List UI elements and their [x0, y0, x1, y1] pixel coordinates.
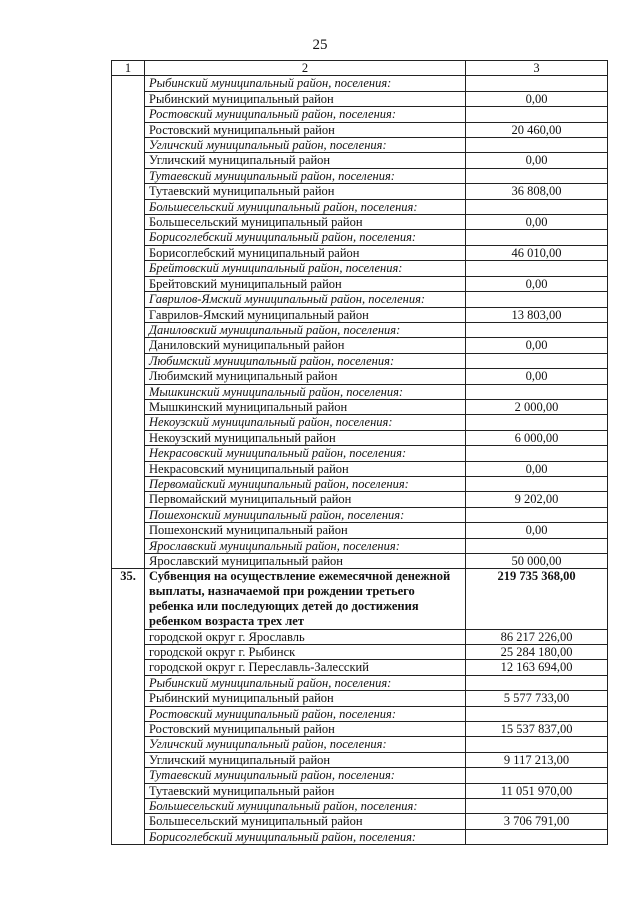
district-name: Рыбинский муниципальный район [145, 691, 466, 706]
subsidy-title: Субвенция на осуществление ежемесячной денежной выплаты, назначаемой при рождении третьего ребенка или последующих детей до достижения ребенком возраста трех лет [145, 569, 466, 629]
district-name: городской округ г. Рыбинск [145, 645, 466, 660]
subheading-row [112, 107, 608, 122]
amount-cell: 0,00 [466, 369, 608, 384]
amount-cell: 5 577 733,00 [466, 691, 608, 706]
amount-cell: 9 202,00 [466, 492, 608, 507]
subheading-row [112, 706, 608, 721]
amount-cell: 0,00 [466, 523, 608, 538]
district-name: Угличский муниципальный район [145, 153, 466, 168]
district-name: Ростовский муниципальный район [145, 122, 466, 137]
amount-cell: 20 460,00 [466, 122, 608, 137]
amount-cell: 11 051 970,00 [466, 783, 608, 798]
amount-cell: 0,00 [466, 91, 608, 106]
amount-cell [466, 675, 608, 690]
table-row [112, 722, 608, 737]
amount-cell [466, 138, 608, 153]
table-row [112, 153, 608, 168]
table-row [112, 461, 608, 476]
amount-cell [466, 768, 608, 783]
table-row [112, 307, 608, 322]
district-name: Большесельский муниципальный район [145, 215, 466, 230]
table-row [112, 691, 608, 706]
subheading-label: Пошехонский муниципальный район, поселения: [145, 507, 466, 522]
amount-cell: 36 808,00 [466, 184, 608, 199]
amount-cell: 0,00 [466, 153, 608, 168]
subheading-row [112, 507, 608, 522]
subheading-label: Даниловский муниципальный район, поселения: [145, 322, 466, 337]
subheading-label: Ростовский муниципальный район, поселения: [145, 706, 466, 721]
amount-cell [466, 107, 608, 122]
amount-cell: 0,00 [466, 276, 608, 291]
subheading-label: Любимский муниципальный район, поселения: [145, 353, 466, 368]
table-row [112, 523, 608, 538]
table-row [112, 430, 608, 445]
district-name: Любимский муниципальный район [145, 369, 466, 384]
subheading-row [112, 476, 608, 491]
amount-cell: 9 117 213,00 [466, 752, 608, 767]
subheading-label: Ярославский муниципальный район, поселения: [145, 538, 466, 553]
amount-cell [466, 353, 608, 368]
table-row [112, 645, 608, 660]
subheading-label: Некоузский муниципальный район, поселения: [145, 415, 466, 430]
district-name: Первомайский муниципальный район [145, 492, 466, 507]
amount-cell [466, 384, 608, 399]
amount-cell [466, 507, 608, 522]
district-name: Ростовский муниципальный район [145, 722, 466, 737]
subheading-row [112, 737, 608, 752]
amount-cell [466, 799, 608, 814]
table-row [112, 783, 608, 798]
subheading-label: Борисоглебский муниципальный район, поселения: [145, 829, 466, 844]
subheading-row [112, 768, 608, 783]
amount-cell [466, 292, 608, 307]
table-row [112, 122, 608, 137]
table-row [112, 399, 608, 414]
amount-cell: 50 000,00 [466, 554, 608, 569]
amount-cell: 15 537 837,00 [466, 722, 608, 737]
amount-cell: 0,00 [466, 338, 608, 353]
district-name: Некрасовский муниципальный район [145, 461, 466, 476]
table-row [112, 752, 608, 767]
subheading-row [112, 829, 608, 844]
subheading-row [112, 353, 608, 368]
subheading-row [112, 799, 608, 814]
table-row [112, 276, 608, 291]
amount-cell [466, 538, 608, 553]
subheading-row [112, 415, 608, 430]
district-name: Ярославский муниципальный район [145, 554, 466, 569]
amount-cell: 25 284 180,00 [466, 645, 608, 660]
table-row [112, 91, 608, 106]
subheading-row [112, 199, 608, 214]
header-col-3: 3 [466, 61, 608, 76]
subheading-label: Мышкинский муниципальный район, поселения: [145, 384, 466, 399]
subheading-row [112, 230, 608, 245]
subheading-label: Большесельский муниципальный район, поселения: [145, 199, 466, 214]
subheading-label: Большесельский муниципальный район, поселения: [145, 799, 466, 814]
subheading-label: Борисоглебский муниципальный район, поселения: [145, 230, 466, 245]
amount-cell [466, 737, 608, 752]
table-row [112, 814, 608, 829]
district-name: Тутаевский муниципальный район [145, 184, 466, 199]
amount-cell: 46 010,00 [466, 245, 608, 260]
amount-cell [466, 476, 608, 491]
district-name: Даниловский муниципальный район [145, 338, 466, 353]
amount-cell: 6 000,00 [466, 430, 608, 445]
subheading-row [112, 261, 608, 276]
subheading-row [112, 138, 608, 153]
subheading-row [112, 76, 608, 91]
amount-cell [466, 199, 608, 214]
subheading-row [112, 322, 608, 337]
subheading-label: Ростовский муниципальный район, поселения: [145, 107, 466, 122]
subheading-row [112, 384, 608, 399]
amount-cell [466, 415, 608, 430]
header-col-1: 1 [112, 61, 145, 76]
header-row [112, 61, 608, 76]
table-row [112, 338, 608, 353]
amount-cell: 0,00 [466, 461, 608, 476]
district-name: Гаврилов-Ямский муниципальный район [145, 307, 466, 322]
budget-table [111, 60, 608, 845]
subheading-label: Тутаевский муниципальный район, поселения: [145, 768, 466, 783]
subheading-label: Угличский муниципальный район, поселения: [145, 737, 466, 752]
table-row [112, 184, 608, 199]
subheading-row [112, 446, 608, 461]
table-row [112, 215, 608, 230]
subheading-row [112, 675, 608, 690]
amount-cell: 3 706 791,00 [466, 814, 608, 829]
subsidy-total-amount: 219 735 368,00 [466, 569, 608, 629]
subheading-label: Брейтовский муниципальный район, поселения: [145, 261, 466, 276]
amount-cell [466, 261, 608, 276]
district-name: Рыбинский муниципальный район [145, 91, 466, 106]
district-name: Борисоглебский муниципальный район [145, 245, 466, 260]
table-row [112, 660, 608, 675]
district-name: городской округ г. Переславль-Залесский [145, 660, 466, 675]
item-number: 35. [112, 569, 145, 845]
subheading-label: Первомайский муниципальный район, поселения: [145, 476, 466, 491]
table-row [112, 629, 608, 644]
amount-cell [466, 446, 608, 461]
district-name: Брейтовский муниципальный район [145, 276, 466, 291]
header-col-2: 2 [145, 61, 466, 76]
district-name: Мышкинский муниципальный район [145, 399, 466, 414]
amount-cell [466, 230, 608, 245]
amount-cell: 0,00 [466, 215, 608, 230]
amount-cell [466, 76, 608, 91]
district-name: городской округ г. Ярославль [145, 629, 466, 644]
amount-cell [466, 706, 608, 721]
subheading-label: Тутаевский муниципальный район, поселения: [145, 168, 466, 183]
table-row [112, 245, 608, 260]
amount-cell [466, 322, 608, 337]
district-name: Угличский муниципальный район [145, 752, 466, 767]
amount-cell: 13 803,00 [466, 307, 608, 322]
amount-cell: 86 217 226,00 [466, 629, 608, 644]
subheading-label: Рыбинский муниципальный район, поселения: [145, 675, 466, 690]
amount-cell [466, 168, 608, 183]
subheading-label: Гаврилов-Ямский муниципальный район, поселения: [145, 292, 466, 307]
subheading-label: Рыбинский муниципальный район, поселения: [145, 76, 466, 91]
subheading-row [112, 292, 608, 307]
subheading-label: Угличский муниципальный район, поселения: [145, 138, 466, 153]
row-index-cell [112, 76, 145, 569]
subsidy-total-row [112, 569, 608, 629]
district-name: Тутаевский муниципальный район [145, 783, 466, 798]
amount-cell: 12 163 694,00 [466, 660, 608, 675]
district-name: Пошехонский муниципальный район [145, 523, 466, 538]
district-name: Некоузский муниципальный район [145, 430, 466, 445]
subheading-row [112, 538, 608, 553]
table-row [112, 554, 608, 569]
district-name: Большесельский муниципальный район [145, 814, 466, 829]
amount-cell: 2 000,00 [466, 399, 608, 414]
subheading-label: Некрасовский муниципальный район, поселения: [145, 446, 466, 461]
subheading-row [112, 168, 608, 183]
page-number: 25 [312, 37, 328, 53]
table-row [112, 492, 608, 507]
table-row [112, 369, 608, 384]
amount-cell [466, 829, 608, 844]
